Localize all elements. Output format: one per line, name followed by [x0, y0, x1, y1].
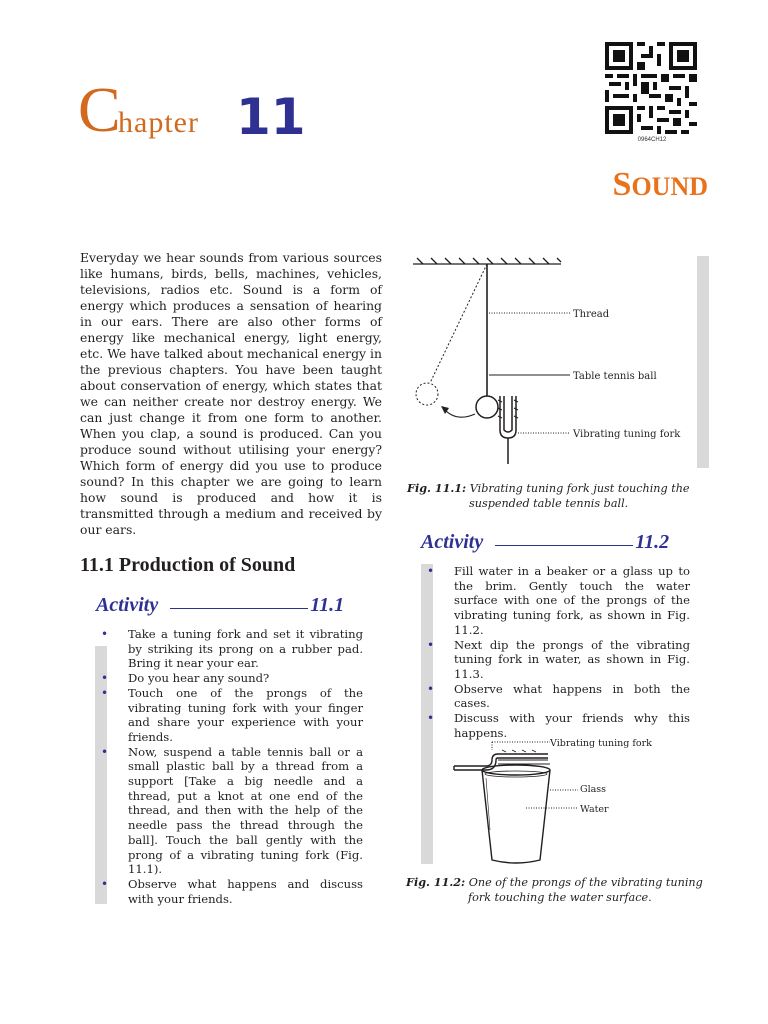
- activity-11-1-heading: [96, 594, 344, 617]
- table-tennis-ball: [476, 396, 498, 418]
- qr-code-label: 0964CH12: [637, 137, 667, 143]
- figure-11-1: [405, 250, 695, 470]
- list-item-text: Do you hear any sound?: [128, 671, 270, 686]
- figure-11-2-caption: [406, 875, 710, 905]
- list-item-text: Touch one of the prongs of the vibrating tuning fork with your finger and share your experience with your friends.: [128, 685, 363, 744]
- bullet-icon: •: [427, 711, 435, 726]
- list-item: [101, 744, 363, 877]
- list-item-text: Fill water in a beaker or a glass up to the brim. Gently touch the water surface with one of the prongs of the vibrating tuning fork, as shown in Fig. 11.2.: [454, 564, 690, 637]
- activity-label: Activity: [96, 594, 159, 616]
- caption-number: Fig. 11.1:: [407, 481, 467, 495]
- title-rest: OUND: [631, 172, 708, 201]
- activity-label: Activity: [421, 531, 484, 553]
- swing-arrow: [445, 410, 475, 417]
- caption-text: Vibrating tuning fork just touching the: [469, 482, 690, 495]
- section-heading: 11.1 Production of Sound: [80, 554, 296, 576]
- vibration-marks: [502, 750, 536, 752]
- bullet-icon: •: [427, 637, 435, 652]
- tuning-fork: [498, 396, 518, 464]
- list-item: [101, 876, 363, 906]
- figure-sidebar: [697, 256, 709, 468]
- bullet-icon: •: [101, 744, 109, 759]
- list-item-text: Discuss with your friends why this happens.: [454, 711, 690, 740]
- figure-11-1-caption: [407, 481, 711, 511]
- figure-11-2: [450, 734, 700, 869]
- caption-number: Fig. 11.2:: [406, 875, 466, 889]
- label-ball: Table tennis ball: [573, 371, 657, 382]
- list-item: [427, 637, 690, 682]
- label-thread: Thread: [573, 309, 610, 320]
- ball-old-position: [416, 383, 438, 405]
- chapter-title: [560, 168, 708, 202]
- list-item: [101, 685, 363, 745]
- activity-11-2-list: [427, 564, 690, 740]
- list-item: [101, 627, 363, 671]
- title-initial: S: [612, 166, 632, 203]
- list-item-text: Next dip the prongs of the vibrating tuning fork in water, as shown in Fig. 11.3.: [454, 637, 690, 681]
- qr-code-icon: [605, 42, 697, 134]
- label-water: Water: [580, 804, 609, 815]
- activity-rule: [170, 608, 308, 609]
- list-item: [101, 671, 363, 686]
- bullet-icon: •: [101, 876, 109, 891]
- list-item-text: Observe what happens in both the cases.: [454, 681, 690, 711]
- label-fork: Vibrating tuning fork: [573, 429, 681, 440]
- bullet-icon: •: [427, 681, 435, 696]
- list-item: [427, 681, 690, 711]
- bullet-icon: •: [101, 671, 109, 686]
- caption-text: One of the prongs of the vibrating tuning: [468, 876, 703, 889]
- list-item-text: Observe what happens and discuss with your friends.: [128, 876, 363, 906]
- glass: [482, 765, 550, 863]
- leader-lines: [489, 313, 570, 433]
- tuning-fork-horizontal: [454, 754, 550, 770]
- bullet-icon: •: [101, 685, 109, 700]
- label-glass: Glass: [580, 784, 607, 795]
- activity-11-2-heading: [421, 531, 669, 554]
- activity-number: 11.2: [635, 531, 670, 553]
- label-fork-2: Vibrating tuning fork: [550, 738, 652, 749]
- intro-paragraph: Everyday we hear sounds from various sources like humans, birds, bells, machines, vehicles, televisions, radios etc. Sound is a form of energy which produces a sensation of hearing in our ears. There are also other forms of energy like mechanical energy, light energy, etc. We have talked about mechanical energy in the previous chapters. You have been taught about conservation of energy, which states that we can neither create nor destroy energy. We can just change it from one form to another. When you clap, a sound is produced. Can you produce sound without utilising your energy? Which form of energy did you use to produce sound? In this chapter we are going to learn how sound is produced and how it is transmitted through a medium and received by our ears.: [80, 250, 382, 537]
- chapter-word: hapter: [118, 106, 199, 139]
- activity-rule: [495, 545, 633, 546]
- list-item-text: Take a tuning fork and set it vibrating by striking its prong on a rubber pad. Bring it near your ear.: [128, 627, 363, 671]
- swing-path: [430, 264, 487, 383]
- caption-text-2: fork touching the water surface.: [468, 890, 652, 904]
- list-item-text: Now, suspend a table tennis ball or a small plastic ball by a thread from a support [Take a big needle and a thread, put a knot at one end of the thread, and then with the help of the needle pass the thread through the ball]. Touch the ball gently with the prong of a vibrating tuning fork (Fig. 11.1).: [128, 744, 363, 877]
- chapter-initial: C: [78, 74, 121, 145]
- activity-number: 11.1: [310, 594, 345, 616]
- bullet-icon: •: [427, 564, 435, 578]
- list-item: [427, 564, 690, 638]
- caption-text-2: suspended table tennis ball.: [469, 496, 629, 510]
- bullet-icon: •: [101, 627, 109, 641]
- activity-11-1-list: [101, 627, 363, 906]
- chapter-number: 11: [236, 88, 306, 146]
- ceiling-support: [413, 258, 561, 264]
